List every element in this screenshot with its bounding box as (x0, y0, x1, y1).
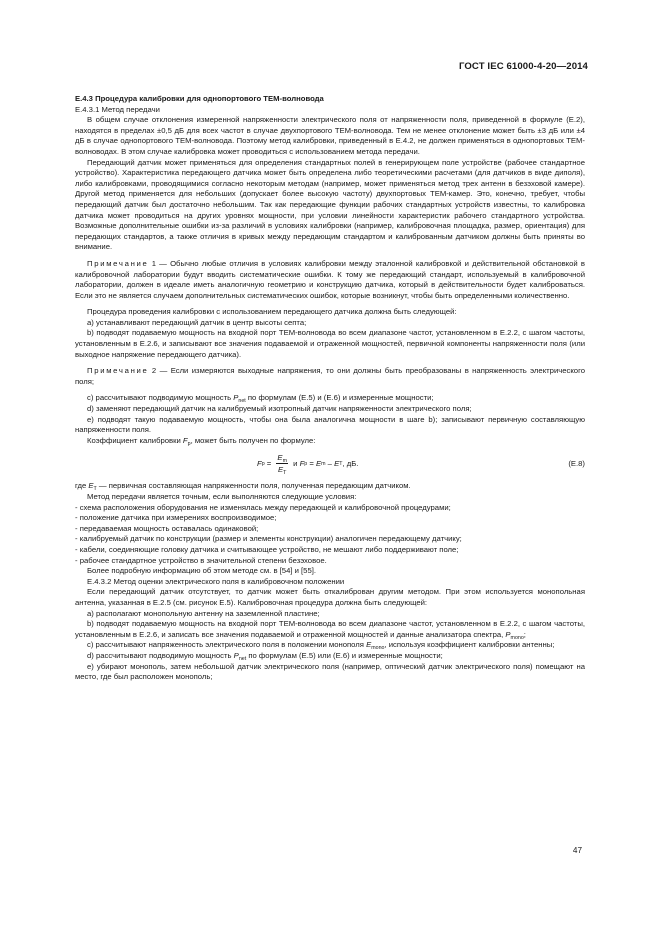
list-item: b) подводят подаваемую мощность на входной порт ТЕМ-волновода во всем диапазоне частот, установленном в Е.2.2, с шагом частоты, установленным в Е.2.6, и записывают все значения подаваемой и отраженной мощностей, первичной компоненты напряженности поля (или выходное напряжение передающего датчика). (75, 328, 585, 359)
list-item: b) подводят подаваемую мощность на входной порт ТЕМ-волновода во всем диапазоне частот, установленном в Е.2.2, с шагом частоты, установленным в Е.2.6, и записать все значения подаваемой и отраженной мощностей и данные анализатора спектра, $P_{mono}$; (75, 619, 585, 641)
paragraph: В общем случае отклонения измеренной напряженности электрического поля от напряженности поля, приведенной в формуле (Е.2), находятся в пределах ±0,5 дБ для всех частот в случае двухпортового ТЕМ-волновода. Тем не менее отклонение может быть ±3 дБ или ±4 дБ в случае однопортового ТЕМ-волновода. Поэтому метод калибровки, приведенный в Е.4.2, не должен применяться в однопортовых ТЕМ-волноводах. В этом случае калибровка может проводиться с использованием метода передачи. (75, 115, 585, 156)
list-item: с) рассчитывают подводимую мощность $P_{net}$ по формулам (Е.5) и (Е.6) и измеренные мощности; (87, 393, 434, 405)
condition-item: - схема расположения оборудования не изменялась между передающей и калибровочной процедурами; (75, 502, 451, 512)
formula-where: где $E_T$ — первичная составляющая напряженности поля, полученная передающим датчиком. (75, 481, 411, 493)
page-number: 47 (572, 846, 582, 855)
paragraph: Метод передачи является точным, если выполняются следующие условия: (87, 492, 357, 501)
formula-number: (Е.8) (568, 459, 585, 469)
note-1 (75, 259, 585, 301)
list-item: с) рассчитывают напряженность электрического поля в положении монополя $E_{mono}$, используя коэффициент калибровки антенны; (87, 640, 555, 652)
condition-item: - кабели, соединяющие головку датчика и считывающее устройство, не мешают либо поддерживают поле; (75, 544, 459, 554)
list-item: а) устанавливают передающий датчик в центр высоты септа; (87, 317, 307, 327)
paragraph: Передающий датчик может применяться для определения стандартных полей в генерирующем поле устройстве (рабочее стандартное устройство). Характеристика передающего датчика может быть определена либо теоретическими расчетами (для датчиков в виде диполя), либо калибровками, проводящимися согласно некоторым методам (например, может применяться метод трех антенн в безэховой камере). Другой метод применяется для небольших (допускает более высокую частоту) двухпортовых ТЕМ-камер. Это, конечно, требует, чтобы передающий датчик был достаточно небольшим. Так как передающие функции рабочих стандартных устройств известны, то калибровка датчика может проводиться на других уровнях мощности, при условии линейности характеристик рабочего стандартного устройства. Возможные дополнительные ошибки из-за различий в условиях калибровки (например, калибровочная площадка, размер, ориентация) для передающих стандартов, а также отличия в кривых между передающим стандартом и калиброванным датчиком должны быть приняты во внимание. (75, 157, 585, 252)
note-label: Примечание (87, 366, 149, 376)
subsection-heading-transfer: Е.4.3.1 Метод передачи (75, 104, 160, 114)
note-label: Примечание (87, 258, 149, 268)
formula-intro: Коэффициент калибровки $F_p$, может быть получен по формуле: (87, 435, 316, 447)
paragraph: Если передающий датчик отсутствует, то датчик может быть откалиброван другим методом. При этом используется монопольная антенна, указанная в Е.2.5 (см. рисунок Е.5). Калибровочная процедура должна быть следующей: (75, 587, 585, 607)
formula-fraction: $\frac{E_m}{E_T}$ (277, 453, 287, 477)
note-text: 1 — Обычно любые отличия в условиях калибровки между эталонной калибровкой и действительной обстановкой в калибровочной лаборатории будут вводить систематические ошибки. К тому же передающий стандарт, используемый в калибровочной лаборатории, должен в идеале иметь аналогичную геометрию и конструкцию датчика, который в действительности будет калиброваться. Если это не является случаем дополнительных систематических ошибок, которые возникнут, чтобы быть определенными количественно. (75, 258, 585, 300)
formula-e8 (75, 449, 585, 479)
note-text: 2 — Если измеряются выходные напряжения, то они должны быть преобразованы в напряженность электрического поля; (75, 366, 585, 386)
condition-item: - рабочее стандартное устройство в значительной степени безэховое. (75, 555, 327, 565)
subsection-heading-field: Е.4.3.2 Метод оценки электрического поля в калибровочном положении (87, 576, 345, 586)
list-item: d) рассчитывают подводимую мощность $P_{net}$ по формулам (Е.5) или (Е.6) и измеренные мощности; (87, 650, 443, 662)
list-item: е) убирают монополь, затем небольшой датчик электрического поля (например, оптический датчик электрического поля) помещают на место, где был расположен монополь; (75, 661, 585, 682)
paragraph: Более подробную информацию об этом методе см. в [54] и [55]. (87, 566, 317, 576)
formula-expression: F p = $\frac{E_m}{E_T}$ и F p = E m – E T , дБ. (257, 453, 359, 477)
section-heading: Е.4.3 Процедура калибровки для однопортового ТЕМ-волновода (75, 94, 324, 103)
standard-header: ГОСТ IEC 61000-4-20—2014 (458, 61, 588, 72)
condition-item: - калибруемый датчик по конструкции (размер и элементы конструкции) аналогичен передающему датчику; (75, 534, 462, 544)
list-item: е) подводят такую подаваемую мощность, чтобы она была аналогична мощности в шаге b); записывают первичную составляющую напряженности поля. (75, 414, 585, 435)
list-item: а) располагают монопольную антенну на заземленной пластине; (87, 608, 320, 618)
document-body (75, 94, 585, 683)
condition-item: - передаваемая мощность оставалась одинаковой; (75, 523, 259, 533)
list-item: d) заменяют передающий датчик на калибруемый изотропный датчик напряженности электрического поля; (87, 404, 472, 414)
paragraph: Процедура проведения калибровки с использованием передающего датчика должна быть следующей: (87, 307, 457, 317)
condition-item: - положение датчика при измерениях воспроизводимое; (75, 513, 277, 523)
note-2 (75, 366, 585, 387)
